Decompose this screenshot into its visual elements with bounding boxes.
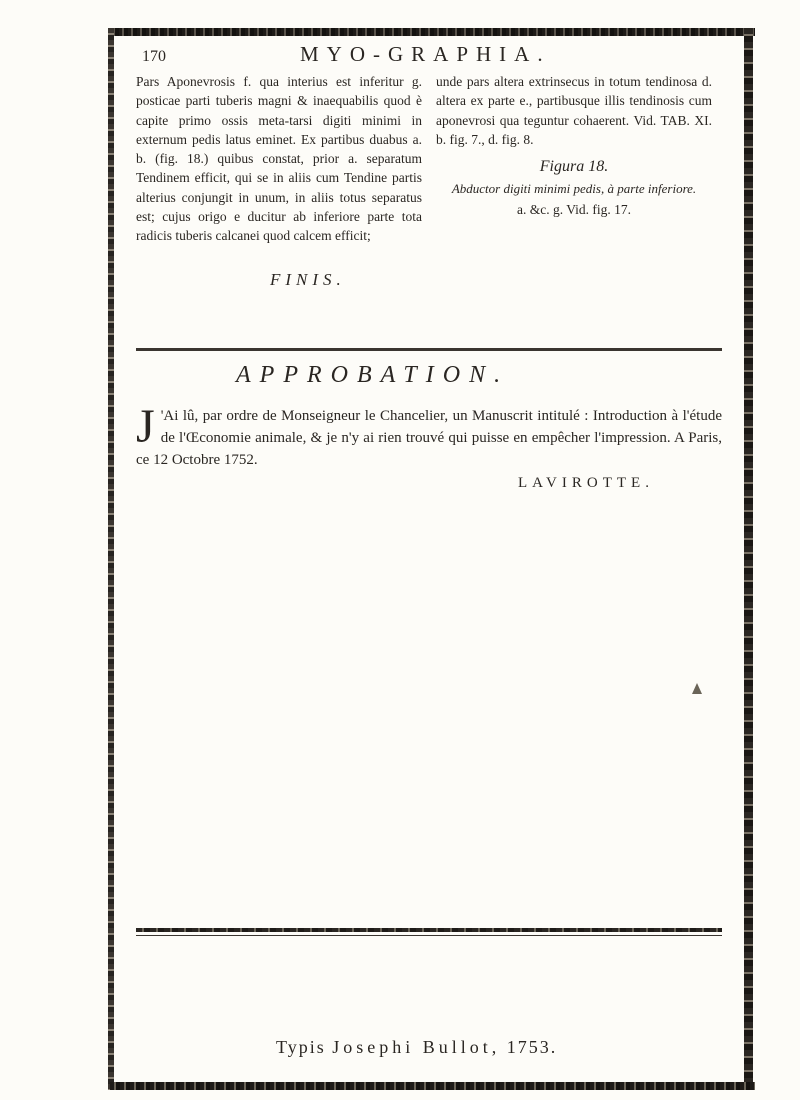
- right-column: [436, 72, 712, 220]
- page-number: 170: [142, 48, 166, 65]
- page-edge-bottom: [110, 1082, 755, 1090]
- printer-mark-icon: [690, 682, 704, 696]
- figure-caption: Abductor digiti minimi pedis, à parte inferiore.: [451, 181, 697, 197]
- drop-cap: J: [136, 400, 155, 453]
- page-header: [130, 42, 730, 70]
- approbation-body: [136, 400, 722, 471]
- figure-reference: a. &c. g. Vid. fig. 17.: [516, 202, 632, 218]
- imprint-prefix: Typis: [276, 1037, 326, 1057]
- printer-name: Josephi Bullot,: [332, 1037, 501, 1057]
- finis-heading: FINIS.: [270, 270, 346, 289]
- figure-heading: Figura 18.: [539, 158, 609, 176]
- thin-rule: [136, 935, 722, 936]
- printer-imprint: [276, 1037, 557, 1058]
- imprint-year: 1753.: [506, 1037, 558, 1057]
- signature: LAVIROTTE.: [518, 475, 654, 491]
- page-edge-top: [110, 28, 755, 36]
- approbation-title: APPROBATION.: [236, 362, 510, 388]
- right-column-text: unde pars altera extrinsecus in totum tendinosa d. altera ex parte e., partibusque illis tendinosis cum aponevrosi qua teguntur cohaerent. Vid. TAB. XI. b. fig. 7., d. fig. 8.: [436, 74, 712, 147]
- running-title: MYO-GRAPHIA.: [300, 42, 551, 66]
- page-edge-left: [108, 28, 114, 1090]
- left-column: [136, 72, 422, 246]
- ornamental-rule: [136, 928, 722, 932]
- page-edge-right: [744, 28, 753, 1088]
- approbation-text: 'Ai lû, par ordre de Monseigneur le Chancelier, un Manuscrit intitulé : Introduction à l'étude de l'Œconomie animale, & je n'y ai rien trouvé qui puisse en empêcher l'impression. A Paris, ce 12 Octobre 1752.: [136, 408, 722, 468]
- section-divider: [136, 348, 722, 351]
- left-column-text: Pars Aponevrosis f. qua interius est inferitur g. posticae parti tuberis magni & inaequabilis quod è capite primo ossis meta-tarsi digiti minimi in externum pedis latus eminet. Ex partibus duabus a. b. (fig. 18.) quibus constat, prior a. separatum Tendinem efficit, qui se in aliis cum Tendine partis alterius conjungit in unum, in aliis totus separatus est; cujus origo e ducitur ab inferiore parte tota radicis tuberis calcanei quod calcem efficit;: [136, 74, 422, 244]
